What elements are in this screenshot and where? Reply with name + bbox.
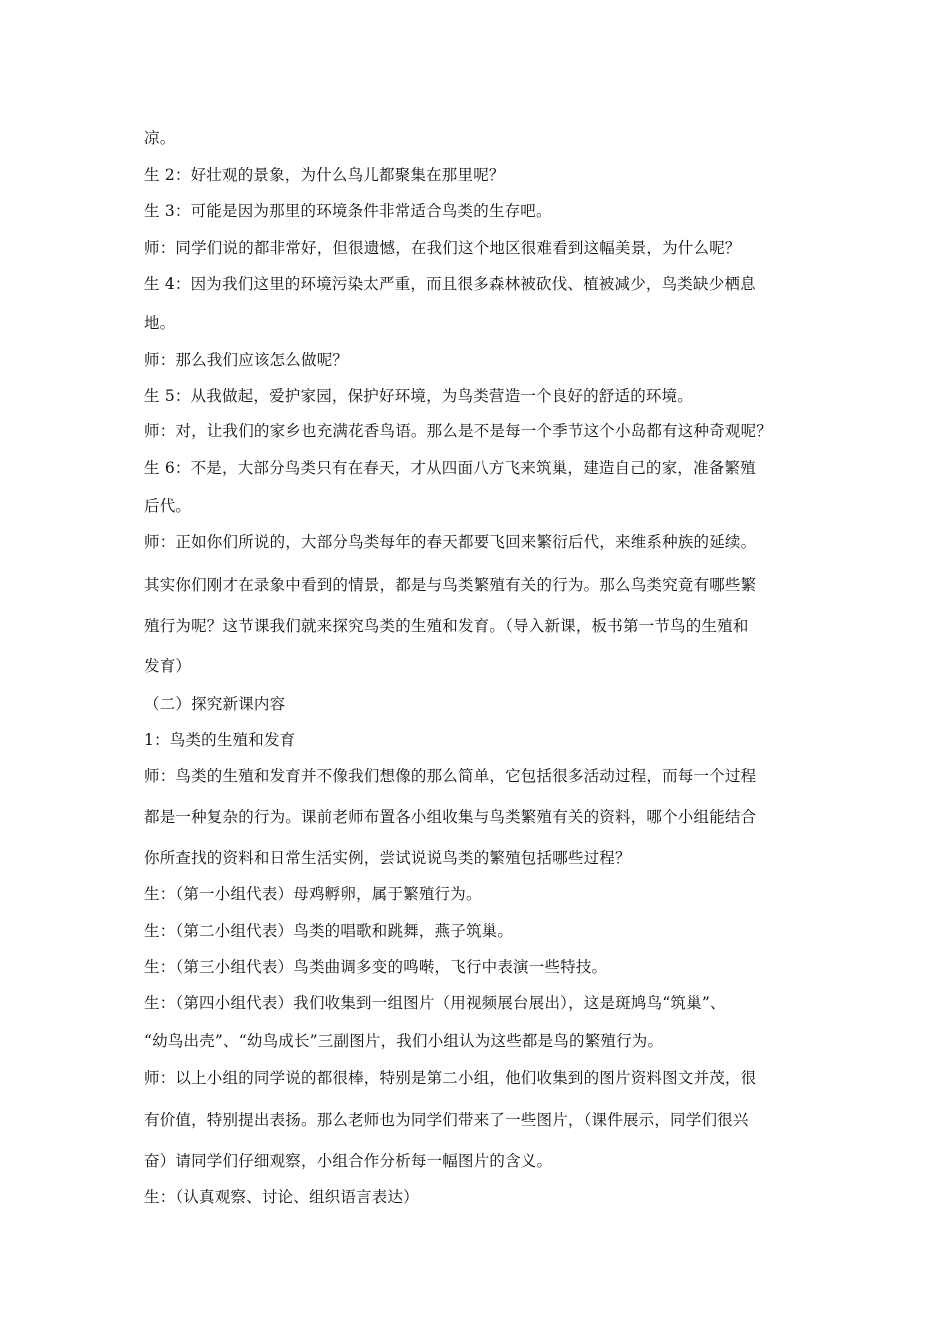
text-line: “幼鸟出壳”、“幼鸟成长”三副图片，我们小组认为这些都是鸟的繁殖行为。: [144, 1032, 664, 1050]
text-line: 师：同学们说的都非常好，但很遗憾，在我们这个地区很难看到这幅美景，为什么呢？: [144, 239, 741, 257]
text-line: 殖行为呢？这节课我们就来探究鸟类的生殖和发育。（导入新课，板书第一节鸟的生殖和: [144, 617, 749, 635]
text-line: 生 6：不是，大部分鸟类只有在春天，才从四面八方飞来筑巢，建造自己的家，准备繁殖: [144, 459, 756, 477]
text-line: 师：那么我们应该怎么做呢？: [144, 351, 349, 369]
text-line: 生：（第四小组代表）我们收集到一组图片（用视频展台展出），这是斑鸠鸟“筑巢”、: [144, 994, 726, 1012]
text-line: 生：（第一小组代表）母鸡孵卵，属于繁殖行为。: [144, 885, 482, 903]
text-line: 师：鸟类的生殖和发育并不像我们想像的那么简单，它包括很多活动过程，而每一个过程: [144, 767, 757, 785]
text-line: 奋）请同学们仔细观察，小组合作分析每一幅图片的含义。: [144, 1152, 553, 1170]
text-line: 生 4：因为我们这里的环境污染太严重，而且很多森林被砍伐、植被减少，鸟类缺少栖息: [144, 275, 756, 293]
text-line: 你所查找的资料和日常生活实例，尝试说说鸟类的繁殖包括哪些过程？: [144, 849, 631, 867]
text-line: 有价值，特别提出表扬。那么老师也为同学们带来了一些图片，（课件展示，同学们很兴: [144, 1111, 749, 1129]
text-line: 师：对，让我们的家乡也充满花香鸟语。那么是不是每一个季节这个小岛都有这种奇观呢？: [144, 422, 773, 440]
text-line: 生：（第二小组代表）鸟类的唱歌和跳舞，燕子筑巢。: [144, 922, 514, 940]
text-line: 凉。: [144, 129, 176, 147]
text-line: 生：（第三小组代表）鸟类曲调多变的鸣啭，飞行中表演一些特技。: [144, 958, 608, 976]
text-line: 师：正如你们所说的，大部分鸟类每年的春天都要飞回来繁衍后代，来维系种族的延续。: [144, 533, 757, 551]
text-line: 后代。: [144, 497, 192, 515]
text-line: 地。: [144, 314, 176, 332]
text-line: 生 2：好壮观的景象，为什么鸟儿都聚集在那里呢？: [144, 166, 505, 184]
subsection-heading: 1：鸟类的生殖和发育: [144, 731, 296, 749]
text-line: 都是一种复杂的行为。课前老师布置各小组收集与鸟类繁殖有关的资料，哪个小组能结合: [144, 808, 757, 826]
text-line: 生 3：可能是因为那里的环境条件非常适合鸟类的生存吧。: [144, 202, 552, 220]
text-line: 其实你们刚才在录象中看到的情景，都是与鸟类繁殖有关的行为。那么鸟类究竟有哪些繁: [144, 576, 757, 594]
section-heading: （二）探究新课内容: [144, 695, 286, 713]
text-line: 师：以上小组的同学说的都很棒，特别是第二小组，他们收集到的图片资料图文并茂，很: [144, 1069, 757, 1087]
text-line: 生 5：从我做起，爱护家园，保护好环境，为鸟类营造一个良好的舒适的环境。: [144, 387, 693, 405]
text-line: 生：（认真观察、讨论、组织语言表达）: [144, 1188, 419, 1206]
text-line: 发育）: [144, 657, 192, 675]
